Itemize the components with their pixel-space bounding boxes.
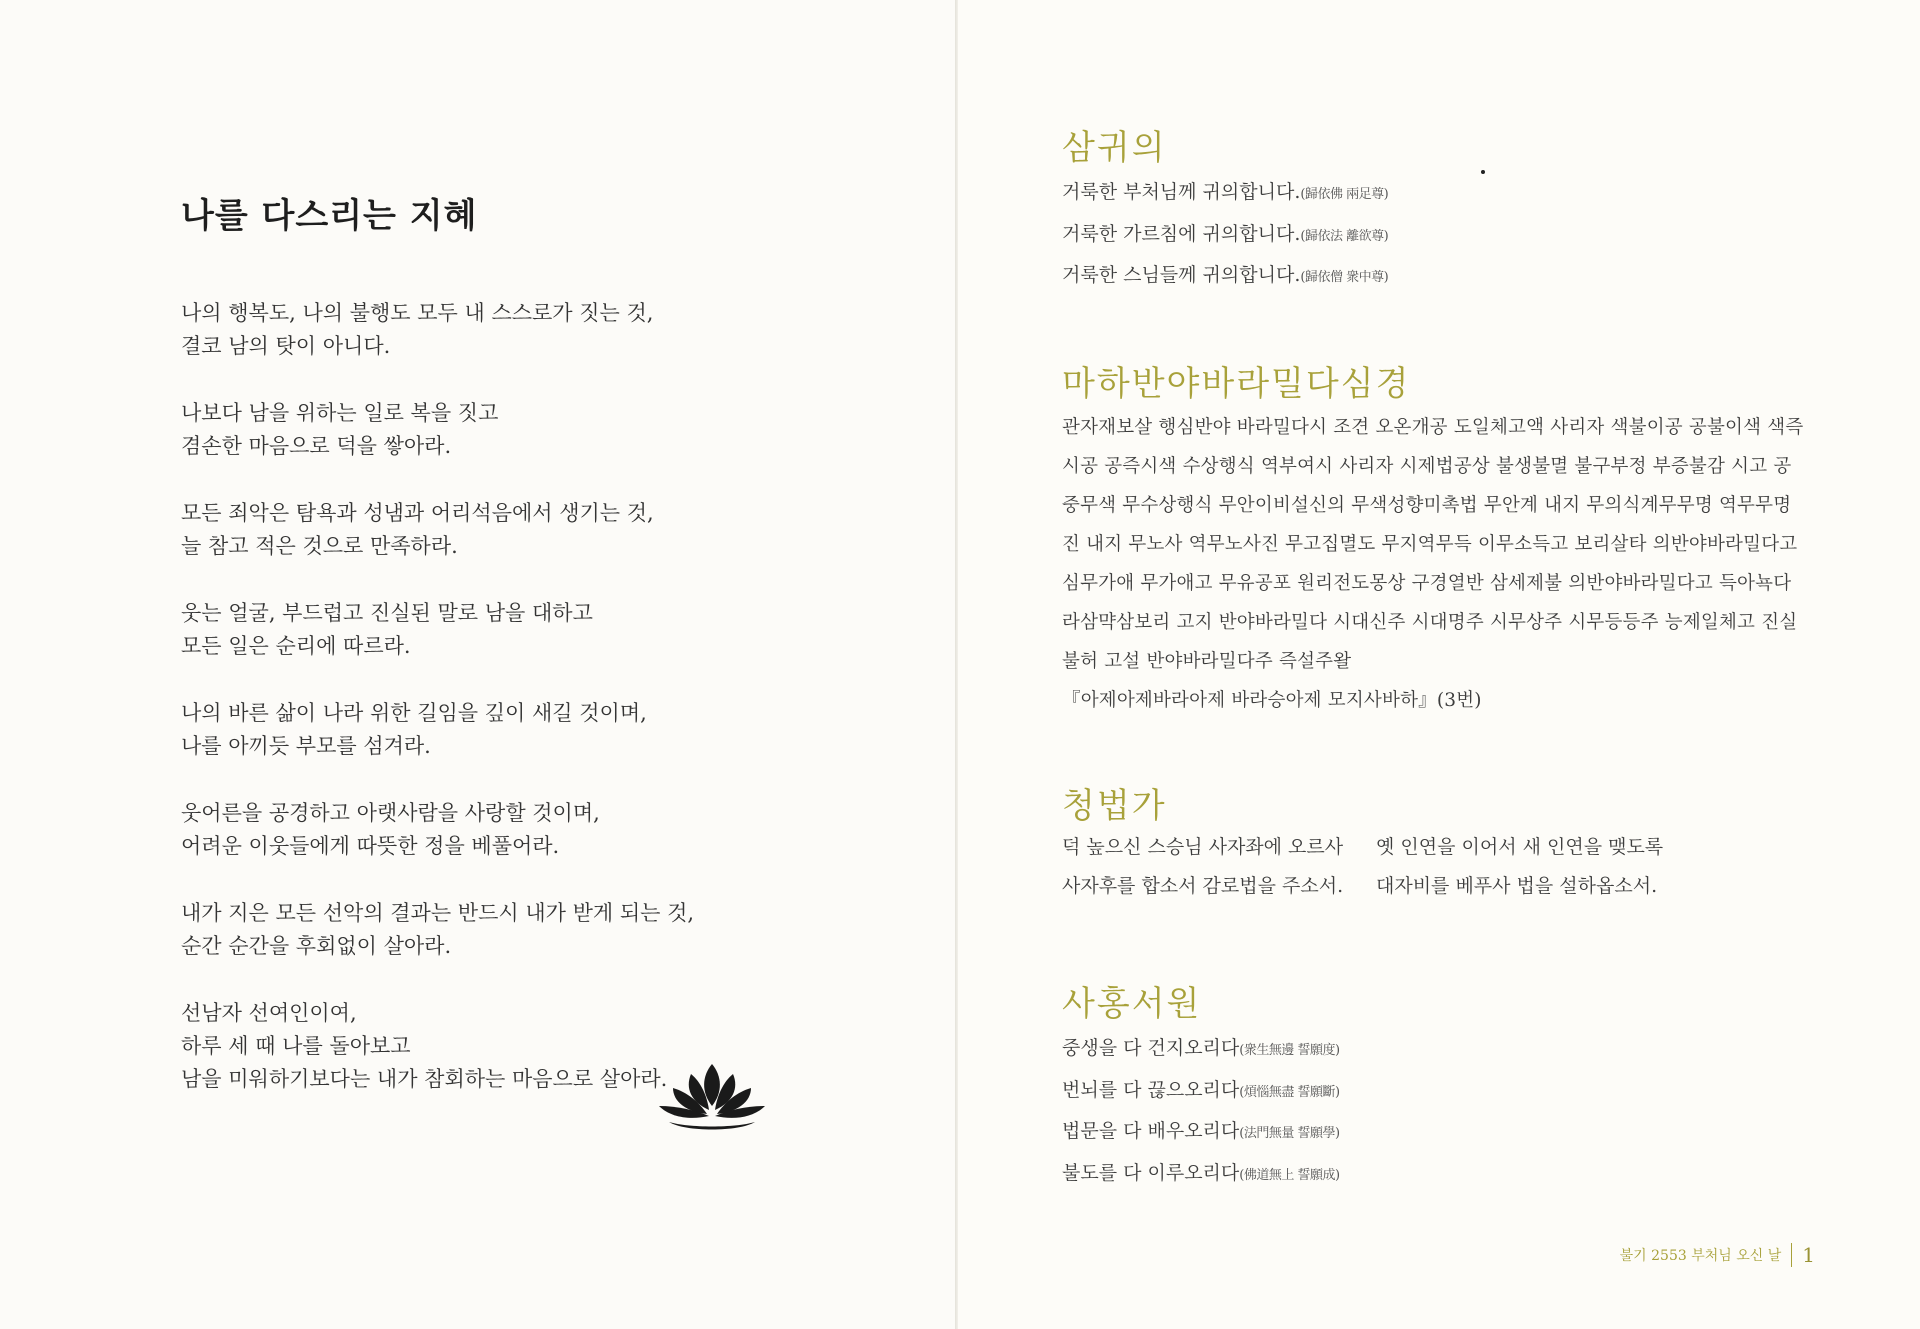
- sutra-line: 관자재보살 행심반야 바라밀다시 조견 오온개공 도일체고액 사리자 색불이공 공불이색 색즉: [1062, 417, 1804, 438]
- list-item: [1062, 173, 1388, 215]
- sutra-line: 라삼먁삼보리 고지 반야바라밀다 시대신주 시대명주 시무상주 시무등등주 능제일체고 진실: [1062, 612, 1798, 633]
- list-item: [1062, 1154, 1340, 1196]
- list-item: [1062, 1112, 1340, 1154]
- hymn-row: [1062, 867, 1822, 906]
- list-item: [1062, 1071, 1340, 1113]
- stanza: [181, 997, 694, 1096]
- poem-line: 어려운 이웃들에게 따뜻한 정을 베풀어라.: [181, 834, 560, 858]
- poem-line: 결코 남의 탓이 아니다.: [181, 334, 391, 358]
- poem: [181, 297, 694, 1130]
- poem-line: 모든 죄악은 탐욕과 성냄과 어리석음에서 생기는 것,: [181, 501, 654, 525]
- poem-line: 겸손한 마음으로 덕을 쌓아라.: [181, 434, 452, 458]
- vow-text: 거룩한 스님들께 귀의합니다.: [1062, 264, 1301, 286]
- samgwiui-list: [1062, 173, 1388, 298]
- sutra-line: 진 내지 무노사 역무노사진 무고집멸도 무지역무득 이무소득고 보리살타 의반야바라밀다고: [1062, 534, 1798, 555]
- hanja-note: (歸依佛 兩足尊): [1300, 187, 1389, 202]
- poem-line: 모든 일은 순리에 따르라.: [181, 634, 411, 658]
- vow-text: 법문을 다 배우오리다: [1062, 1120, 1240, 1142]
- footer-text: 불기 2553 부처님 오신 날: [1619, 1248, 1782, 1264]
- sutra-line: 중무색 무수상행식 무안이비설신의 무색성향미촉법 무안계 내지 무의식계무무명 역무무명: [1062, 495, 1792, 516]
- poem-line: 웃는 얼굴, 부드럽고 진실된 말로 남을 대하고: [181, 601, 593, 625]
- poem-line: 남을 미워하기보다는 내가 참회하는 마음으로 살아라.: [181, 1067, 668, 1091]
- poem-line: 나보다 남을 위하는 일로 복을 짓고: [181, 401, 499, 425]
- list-item: [1062, 1029, 1340, 1071]
- stanza: [181, 797, 694, 863]
- hanja-note: (歸依法 離欲尊): [1300, 228, 1389, 244]
- vow-text: 번뇌를 다 끊으오리다: [1062, 1078, 1240, 1101]
- poem-line: 늘 참고 적은 것으로 만족하라.: [181, 534, 458, 558]
- poem-line: 나의 행복도, 나의 불행도 모두 내 스스로가 짓는 것,: [181, 301, 654, 325]
- poem-line: 하루 세 때 나를 돌아보고: [181, 1034, 411, 1058]
- hanja-note: (歸依僧 衆中尊): [1300, 270, 1389, 285]
- list-item: [1062, 256, 1388, 298]
- stanza: [181, 397, 694, 463]
- stanza: [181, 697, 694, 763]
- stanza: [181, 897, 694, 963]
- hymn-line: 덕 높으신 스승님 사자좌에 오르사: [1062, 836, 1344, 858]
- list-item: [1062, 215, 1388, 257]
- hymn-row: [1062, 828, 1822, 867]
- stanza: [181, 597, 694, 663]
- poem-line: 순간 순간을 후회없이 살아라.: [181, 934, 452, 958]
- vow-text: 불도를 다 이루오리다: [1062, 1161, 1240, 1184]
- hanja-note: (法門無量 誓願學): [1239, 1126, 1340, 1141]
- paper-speck: [1481, 170, 1485, 174]
- hymn-line: 옛 인연을 이어서 새 인연을 맺도록: [1376, 836, 1664, 858]
- lotus-icon: [655, 1058, 770, 1138]
- hanja-note: (佛道無上 誓願成): [1239, 1167, 1340, 1183]
- vow-text: 중생을 다 건지오리다: [1062, 1037, 1240, 1059]
- hanja-note: (衆生無邊 誓願度): [1239, 1043, 1340, 1058]
- heart-sutra-text: [1062, 408, 1822, 720]
- poem-line: 나의 바른 삶이 나라 위한 길임을 깊이 새길 것이며,: [181, 701, 647, 725]
- cheongbeopga-text: [1062, 828, 1822, 906]
- section-title-heart-sutra: 마하반야바라밀다심경: [1062, 364, 1411, 404]
- hymn-line: 사자후를 합소서 감로법을 주소서.: [1062, 875, 1344, 897]
- hanja-note: (煩惱無盡 誓願斷): [1239, 1084, 1340, 1100]
- poem-line: 선남자 선여인이여,: [181, 1001, 357, 1025]
- section-title-samgwiui: 삼귀의: [1062, 128, 1167, 168]
- sutra-line: 심무가애 무가애고 무유공포 원리전도몽상 구경열반 삼세제불 의반야바라밀다고 득아뇩다: [1062, 573, 1792, 594]
- hymn-line: 대자비를 베푸사 법을 설하옵소서.: [1376, 875, 1658, 897]
- vow-text: 거룩한 부처님께 귀의합니다.: [1062, 181, 1301, 203]
- sahongseowon-list: [1062, 1029, 1340, 1195]
- sutra-line: 불허 고설 반야바라밀다주 즉설주왈: [1062, 651, 1352, 672]
- poem-line: 내가 지은 모든 선악의 결과는 반드시 내가 받게 되는 것,: [181, 901, 695, 925]
- page-title: 나를 다스리는 지혜: [181, 196, 478, 236]
- section-title-sahongseowon: 사홍서원: [1062, 984, 1202, 1024]
- vow-text: 거룩한 가르침에 귀의합니다.: [1062, 222, 1301, 245]
- sutra-line: 『아제아제바라아제 바라승아제 모지사바하』(3번): [1062, 690, 1482, 711]
- footer-divider: [1791, 1243, 1792, 1267]
- section-title-cheongbeopga: 청법가: [1062, 786, 1167, 826]
- stanza: [181, 297, 694, 363]
- left-page: [0, 0, 955, 1329]
- stanza: [181, 497, 694, 563]
- page-number: 1: [1802, 1243, 1815, 1267]
- poem-line: 웃어른을 공경하고 아랫사람을 사랑할 것이며,: [181, 801, 600, 825]
- sutra-line: 시공 공즉시색 수상행식 역부여시 사리자 시제법공상 불생불멸 불구부정 부증불감 시고 공: [1062, 456, 1792, 477]
- poem-line: 나를 아끼듯 부모를 섬겨라.: [181, 734, 431, 758]
- page-footer: [1620, 1243, 1815, 1267]
